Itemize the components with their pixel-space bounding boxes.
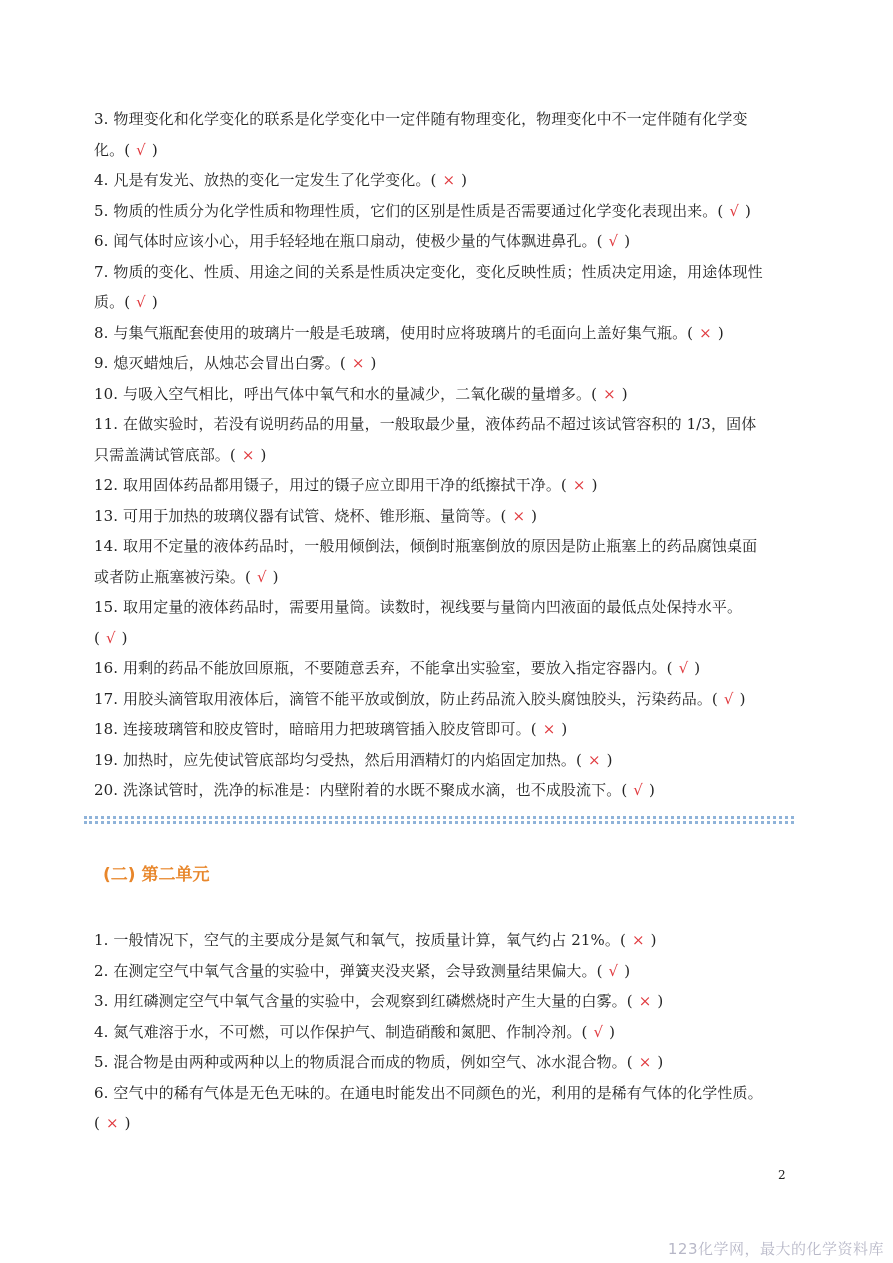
closing-paren: ) [260, 445, 267, 464]
question-text: 1. 一般情况下，空气的主要成分是氮气和氧气，按质量计算，氧气约占 21%。( [94, 931, 626, 949]
question-line [94, 135, 794, 166]
answer-mark: × [241, 445, 255, 464]
question-text: 化。( [94, 140, 131, 159]
question-text: 或者防止瓶塞被污染。( [94, 567, 251, 586]
question-text: ( [94, 1114, 100, 1132]
question-text: 2. 在测定空气中氧气含量的实验中，弹簧夹没夹紧，会导致测量结果偏大。( [94, 961, 603, 980]
closing-paren: ) [657, 992, 664, 1010]
question-text: 17. 用胶头滴管取用液体后，滴管不能平放或倒放，防止药品流入胶头腐蚀胶头，污染药品。( [94, 689, 718, 708]
section-divider [84, 816, 794, 819]
question-line [94, 684, 794, 715]
answer-mark: × [638, 992, 652, 1010]
question-line [94, 196, 794, 227]
answer-mark: √ [608, 232, 619, 250]
answer-mark: √ [678, 659, 689, 677]
question-line [94, 986, 794, 1017]
question-text: 18. 连接玻璃管和胶皮管时，暗暗用力把玻璃管插入胶皮管即可。( [94, 720, 537, 738]
question-line [94, 714, 794, 745]
closing-paren: ) [739, 689, 746, 708]
question-text: 14. 取用不定量的液体药品时，一般用倾倒法，倾倒时瓶塞倒放的原因是防止瓶塞上的药品腐蚀桌面 [94, 537, 758, 555]
question-line [94, 348, 794, 379]
question-line [94, 1047, 794, 1078]
closing-paren: ) [657, 1053, 664, 1071]
section-divider-lower [84, 821, 794, 824]
closing-paren: ) [370, 354, 377, 372]
question-line [94, 501, 794, 532]
question-text: 5. 物质的性质分为化学性质和物理性质，它们的区别是性质是否需要通过化学变化表现出来。( [94, 201, 724, 220]
question-line [94, 592, 794, 623]
answer-mark: × [572, 476, 586, 494]
question-line [94, 956, 794, 987]
question-line [94, 440, 794, 471]
answer-mark: × [351, 354, 365, 372]
footer-watermark: 123化学网，最大的化学资料库 [667, 1240, 884, 1258]
question-text: 4. 氮气难溶于水，不可燃，可以作保护气、制造硝酸和氮肥、作制冷剂。( [94, 1022, 588, 1041]
answer-mark: × [603, 384, 616, 403]
closing-paren: ) [648, 781, 655, 799]
question-text: 6. 闻气体时应该小心，用手轻轻地在瓶口扇动，使极少量的气体飘进鼻孔。( [94, 232, 603, 250]
closing-paren: ) [621, 384, 628, 403]
question-line [94, 623, 794, 654]
question-line [94, 226, 794, 257]
question-text: 3. 用红磷测定空气中氧气含量的实验中，会观察到红磷燃烧时产生大量的白雾。( [94, 992, 633, 1010]
closing-paren: ) [561, 720, 568, 738]
question-text: 13. 可用于加热的玻璃仪器有试管、烧杯、锥形瓶、量筒等。( [94, 506, 507, 525]
question-text: 5. 混合物是由两种或两种以上的物质混合而成的物质，例如空气、冰水混合物。( [94, 1053, 633, 1071]
closing-paren: ) [624, 232, 631, 250]
question-line [94, 1108, 794, 1139]
question-text: 11. 在做实验时，若没有说明药品的用量，一般取最少量，液体药品不超过该试管容积的 1/3，固体 [94, 415, 757, 433]
answer-mark: √ [633, 781, 643, 799]
closing-paren: ) [609, 1022, 616, 1041]
section1-list [94, 104, 794, 806]
question-line [94, 379, 794, 410]
question-line [94, 470, 794, 501]
question-line [94, 104, 794, 135]
question-line [94, 531, 794, 562]
question-line [94, 745, 794, 776]
closing-paren: ) [745, 201, 751, 220]
section-title: (二) 第二单元 [103, 865, 210, 885]
question-line [94, 925, 794, 956]
question-text: 9. 熄灭蜡烛后，从烛芯会冒出白雾。( [94, 354, 346, 372]
question-line [94, 653, 794, 684]
section2-list [94, 925, 794, 1139]
question-text: 12. 取用固体药品都用镊子，用过的镊子应立即用干净的纸擦拭干净。( [94, 476, 567, 494]
answer-mark: × [638, 1053, 652, 1071]
answer-mark: × [631, 931, 645, 949]
closing-paren: ) [717, 323, 724, 342]
question-line [94, 257, 794, 288]
answer-mark: √ [723, 689, 734, 708]
question-text: 8. 与集气瓶配套使用的玻璃片一般是毛玻璃，使用时应将玻璃片的毛面向上盖好集气瓶。( [94, 323, 694, 342]
question-text: 4. 凡是有发光、放热的变化一定发生了化学变化。( [94, 171, 437, 189]
closing-paren: ) [591, 476, 598, 494]
question-text: 3. 物理变化和化学变化的联系是化学变化中一定伴随有物理变化，物理变化中不一定伴随有化学变 [94, 110, 748, 128]
answer-mark: √ [136, 293, 146, 311]
question-line [94, 775, 794, 806]
question-text: 10. 与吸入空气相比，呼出气体中氧气和水的量减少，二氧化碳的量增多。( [94, 384, 598, 403]
answer-mark: × [512, 506, 526, 525]
closing-paren: ) [272, 567, 279, 586]
closing-paren: ) [151, 140, 158, 159]
closing-paren: ) [151, 293, 158, 311]
answer-mark: × [542, 720, 556, 738]
question-line [94, 1017, 794, 1048]
answer-mark: √ [136, 140, 146, 159]
answer-mark: √ [256, 567, 267, 586]
question-text: 15. 取用定量的液体药品时，需要用量筒。读数时，视线要与量筒内凹液面的最低点处保持水平。 [94, 598, 743, 616]
closing-paren: ) [461, 171, 468, 189]
closing-paren: ) [121, 628, 128, 647]
question-text: 20. 洗涤试管时，洗净的标准是：内壁附着的水既不聚成水滴，也不成股流下。( [94, 781, 628, 799]
question-text: 质。( [94, 293, 131, 311]
closing-paren: ) [650, 931, 657, 949]
closing-paren: ) [624, 961, 631, 980]
closing-paren: ) [606, 750, 613, 769]
question-text: 只需盖满试管底部。( [94, 445, 236, 464]
closing-paren: ) [124, 1114, 131, 1132]
question-text: 16. 用剩的药品不能放回原瓶，不要随意丢弃，不能拿出实验室，要放入指定容器内。( [94, 659, 673, 677]
question-text: 6. 空气中的稀有气体是无色无味的。在通电时能发出不同颜色的光，利用的是稀有气体的化学性质。 [94, 1083, 763, 1102]
answer-mark: × [587, 750, 601, 769]
closing-paren: ) [694, 659, 701, 677]
answer-mark: √ [105, 628, 116, 647]
question-line [94, 562, 794, 593]
answer-mark: × [442, 171, 456, 189]
answer-mark: × [699, 323, 712, 342]
answer-mark: √ [729, 201, 740, 220]
question-line [94, 287, 794, 318]
answer-mark: √ [608, 961, 619, 980]
question-text: 19. 加热时，应先使试管底部均匀受热，然后用酒精灯的内焰固定加热。( [94, 750, 582, 769]
question-line [94, 318, 794, 349]
question-line [94, 165, 794, 196]
question-text: 7. 物质的变化、性质、用途之间的关系是性质决定变化，变化反映性质；性质决定用途，用途体现性 [94, 262, 763, 281]
answer-mark: √ [593, 1022, 604, 1041]
question-line [94, 1078, 794, 1109]
closing-paren: ) [531, 506, 538, 525]
page-number: 2 [778, 1168, 786, 1182]
question-text: ( [94, 628, 100, 647]
question-line [94, 409, 794, 440]
answer-mark: × [105, 1114, 119, 1132]
